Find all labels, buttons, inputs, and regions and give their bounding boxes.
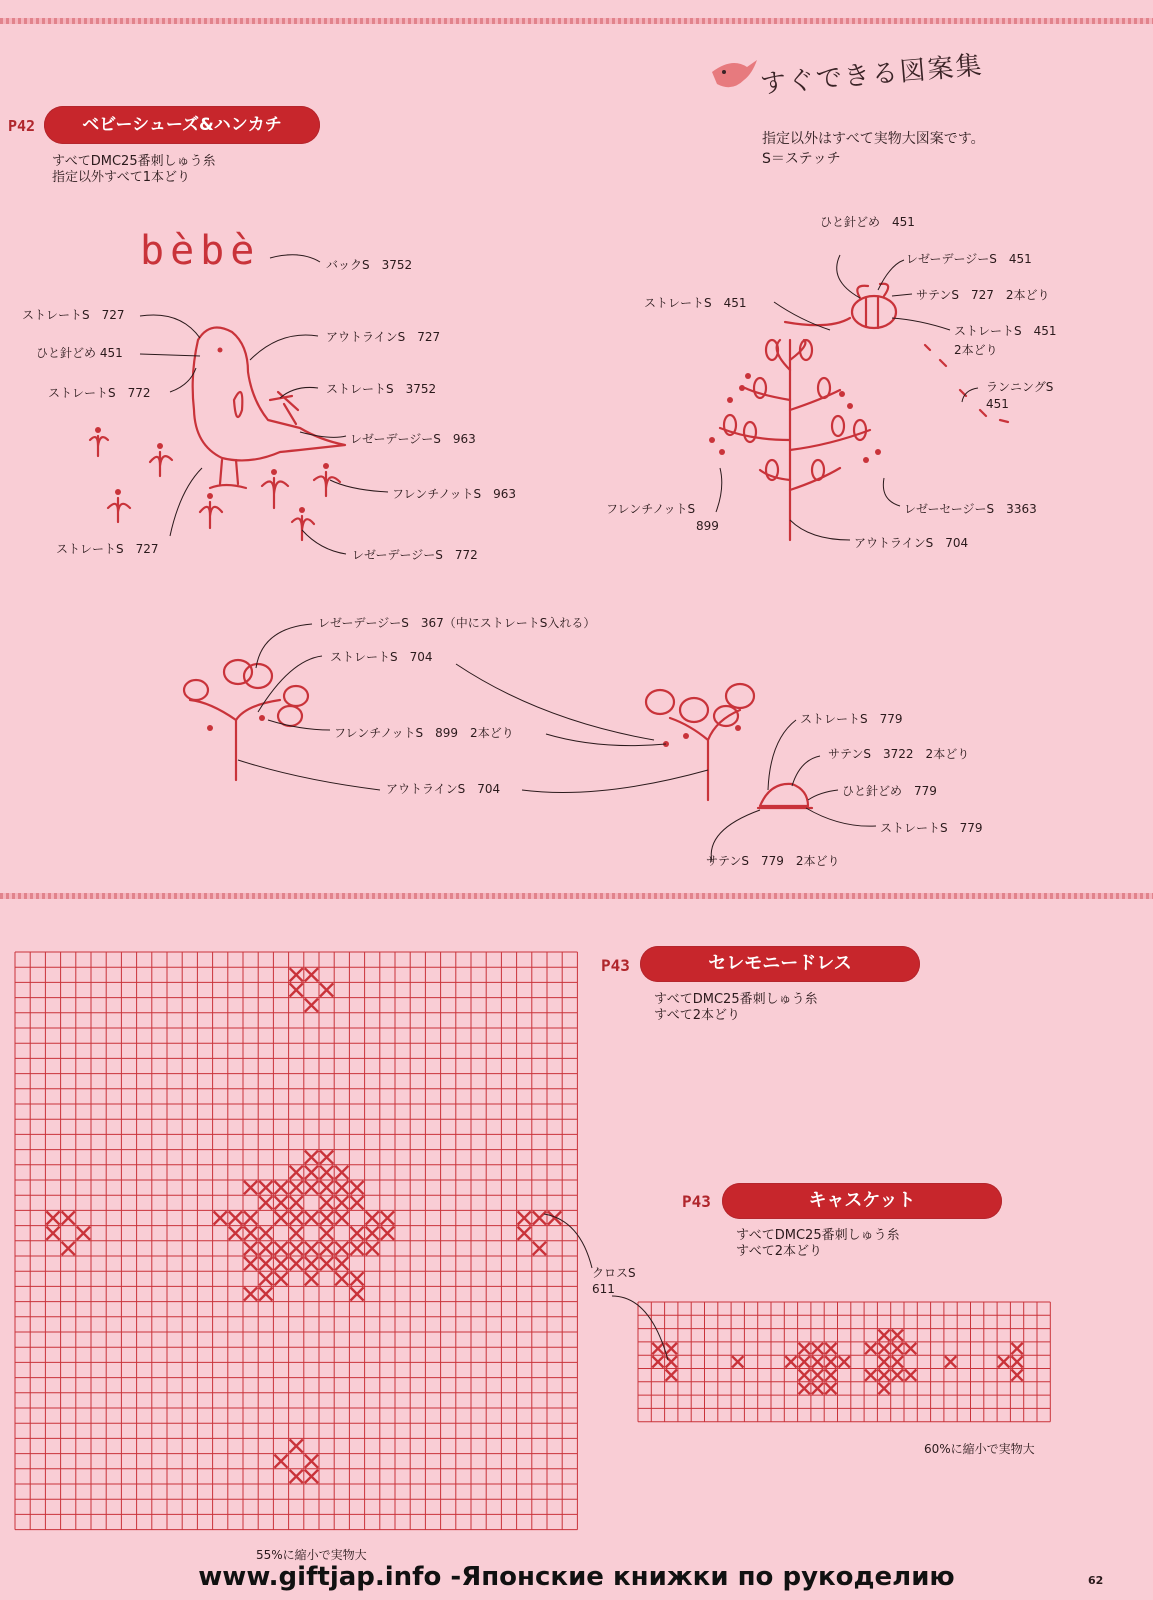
label-outline-704a: アウトラインS 704 <box>854 536 969 550</box>
p43a-note-2: すべて2本どり <box>654 1008 741 1023</box>
label-straight-772: ストレートS 772 <box>48 386 151 400</box>
p43b-code: P43 <box>682 1192 711 1211</box>
bebe-lettering: bèbè <box>140 228 261 274</box>
page-number: 62 <box>1088 1574 1104 1587</box>
label-satin-727: サテンS 727 2本どり <box>916 288 1050 302</box>
label-french-899-num: 899 <box>696 519 719 533</box>
label-back-3752: バックS 3752 <box>326 258 413 272</box>
label-two-strands: 2本どり <box>954 343 998 357</box>
p43a-code: P43 <box>601 956 630 975</box>
label-running-451: ランニングS <box>986 380 1054 394</box>
label-hitohari-451: ひと針どめ 451 <box>36 346 123 360</box>
cross-stitch-label: クロスS <box>592 1266 636 1280</box>
ceremony-dress-cross-stitch-chart <box>15 952 581 1538</box>
label-outline-727: アウトラインS 727 <box>326 330 441 344</box>
p43b-note-2: すべて2本どり <box>736 1244 823 1259</box>
footer-site: www.giftjap.info -Японские книжки по рукоделию <box>198 1562 955 1592</box>
cross-stitch-number: 611 <box>592 1282 615 1296</box>
p43b-title-pill: キャスケット <box>722 1183 1002 1219</box>
label-straight-451a: ストレートS 451 <box>644 296 747 310</box>
label-outline-704b: アウトラインS 704 <box>386 782 501 796</box>
p42-note-1: すべてDMC25番刺しゅう糸 <box>52 154 216 169</box>
label-straight-779a: ストレートS 779 <box>800 712 903 726</box>
label-bee-lazy-451: レゼーデージーS 451 <box>906 252 1032 266</box>
label-french-963: フレンチノットS 963 <box>392 487 517 501</box>
casquette-cross-stitch-chart <box>638 1302 1050 1432</box>
label-bee-hitohari-451: ひと針どめ 451 <box>820 215 915 229</box>
casquette-scale-note: 60%に縮小で実物大 <box>924 1442 1035 1456</box>
label-lazy-367: レゼーデージーS 367（中にストレートS入れる） <box>318 616 596 630</box>
p43b-note-1: すべてDMC25番刺しゅう糸 <box>736 1228 900 1243</box>
label-running-451-num: 451 <box>986 397 1009 411</box>
label-straight-3752: ストレートS 3752 <box>326 382 437 396</box>
p42-code: P42 <box>8 117 36 135</box>
page-title: すぐできる図案集 <box>758 50 985 100</box>
p42-title-pill: ベビーシューズ&ハンカチ <box>44 106 320 144</box>
label-french-899: フレンチノットS <box>606 502 696 516</box>
label-lazy-3363: レゼーセージーS 3363 <box>904 502 1037 516</box>
ceremony-scale-note: 55%に縮小で実物大 <box>256 1548 367 1562</box>
label-lazy-772: レゼーデージーS 772 <box>352 548 478 562</box>
label-french-899-2: フレンチノットS 899 2本どり <box>334 726 514 740</box>
mid-divider <box>0 893 1153 899</box>
p43a-title-pill: セレモニードレス <box>640 946 920 982</box>
label-straight-451b: ストレートS 451 <box>954 324 1057 338</box>
label-satin-779: サテンS 779 2本どり <box>706 854 840 868</box>
label-hitohari-779: ひと針どめ 779 <box>842 784 937 798</box>
header-note-2: S＝ステッチ <box>762 151 841 167</box>
header-note-1: 指定以外はすべて実物大図案です。 <box>762 131 985 147</box>
label-lazy-963: レゼーデージーS 963 <box>350 432 476 446</box>
label-straight-704: ストレートS 704 <box>330 650 433 664</box>
label-straight-727b: ストレートS 727 <box>56 542 159 556</box>
p42-note-2: 指定以外すべて1本どり <box>52 170 191 185</box>
p43a-note-1: すべてDMC25番刺しゅう糸 <box>654 992 818 1007</box>
label-straight-779b: ストレートS 779 <box>880 821 983 835</box>
label-straight-727a: ストレートS 727 <box>22 308 125 322</box>
label-satin-3722: サテンS 3722 2本どり <box>828 747 970 761</box>
